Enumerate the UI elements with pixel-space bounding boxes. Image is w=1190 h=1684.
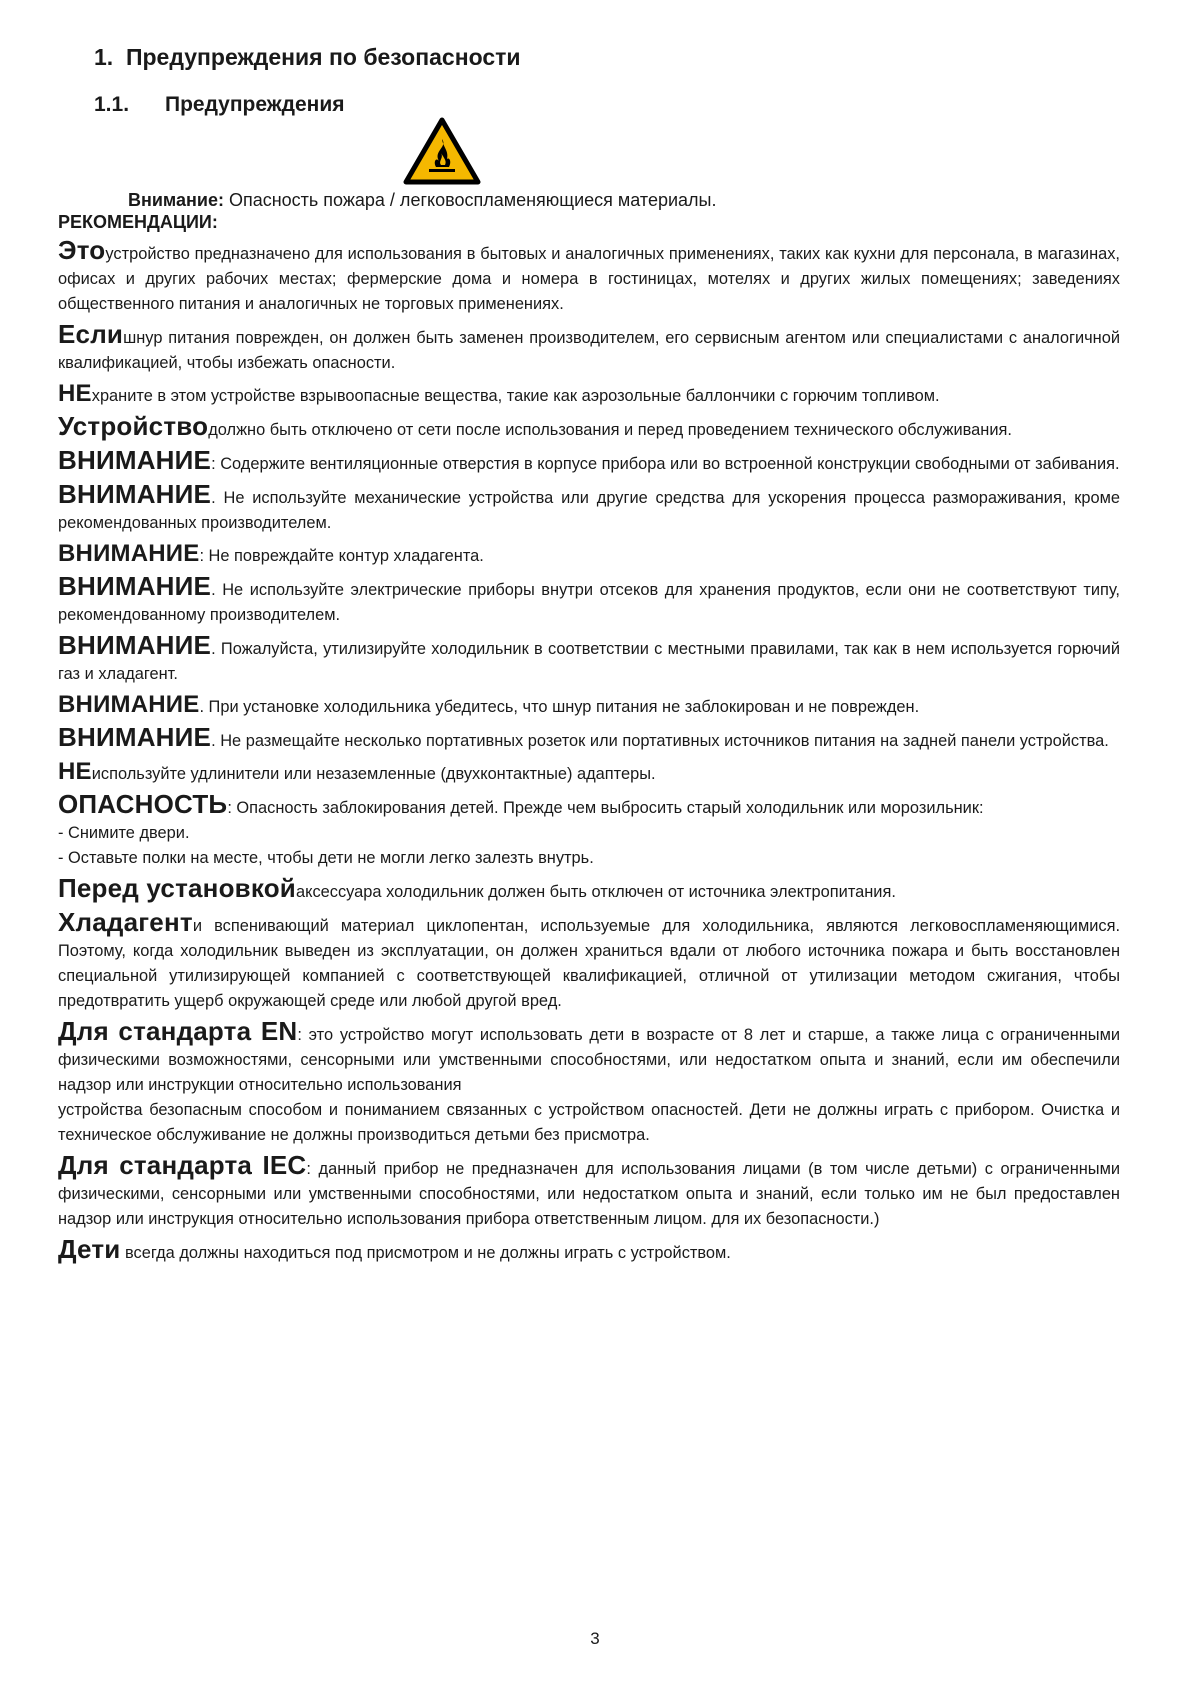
paragraph-lead: НЕ [58,380,92,407]
attention-line [128,190,1120,211]
paragraph-lead: Хладагент [58,907,193,937]
section-number: 1. [94,44,114,70]
recommendations-label: РЕКОМЕНДАЦИИ: [58,212,218,232]
page-content [58,44,1120,1266]
paragraph-lead: ВНИМАНИЕ [58,479,212,509]
paragraph-installation-cord [58,692,1120,720]
recommendations-list [58,235,1120,1266]
paragraph-text: : Не повреждайте контур хладагента. [199,547,484,565]
paragraph-lead: ВНИМАНИЕ [58,540,200,567]
paragraph-lead: Дети [58,1234,121,1264]
paragraph-text: . Пожалуйста, утилизируйте холодильник в соответствии с местными правилами, так как в нем используется горючий газ и хладагент. [58,640,1120,683]
paragraph-text: шнур питания поврежден, он должен быть заменен производителем, его сервисным агентом или специалистами с аналогичной квалификацией, чтобы избежать опасности. [58,329,1120,372]
paragraph-lead: Для стандарта IEC [58,1150,307,1180]
paragraph-text: : это устройство могут использовать дети в возрасте от 8 лет и старше, а также лица с ограниченными физическими возможностями, сенсорными или умственными способностями, или недостатком опыта и знаний, если им обеспечили надзор или инструкции относительно использования [58,1026,1120,1094]
paragraph-defrost [58,479,1120,536]
paragraph-lead: ВНИМАНИЕ [58,630,212,660]
paragraph-danger-children [58,789,1120,821]
paragraph-lead: ОПАСНОСТЬ [58,789,228,819]
section-heading [94,44,1120,71]
paragraph-iec-standard [58,1150,1120,1232]
subsection-number: 1.1. [94,93,130,116]
paragraph-text: . При установке холодильника убедитесь, что шнур питания не заблокирован и не поврежден. [199,698,920,716]
list-item-remove-doors: - Снимите двери. [58,824,190,842]
paragraph-text: : данный прибор не предназначен для использования лицами (в том числе детьми) с ограниченными физическими, сенсорными или умственными способностями, или недостатком опыта и знаний, если только им не был предоставлен надзор или инструкция относительно использования прибора ответственным лицом. для их безопасности.) [58,1160,1120,1228]
paragraph-children [58,1234,1120,1266]
page-number: 3 [590,1629,600,1648]
paragraph-text: . Не размещайте несколько портативных розеток или портативных источников питания на задней панели устройства. [211,732,1109,750]
paragraph-portable-sockets [58,722,1120,754]
paragraph-text: устройство предназначено для использования в бытовых и аналогичных применениях, таких как кухни для персонала, в магазинах, офисах и других рабочих местах; фермерские дома и номера в гостиницах, мотелях и других жилых помещениях; заведениях общественного питания и аналогичных не торговых применениях. [58,245,1120,313]
subsection-heading [94,93,1120,117]
paragraph-unplug [58,411,1120,443]
paragraph-lead: ВНИМАНИЕ [58,722,212,752]
paragraph-lead: Устройство [58,411,209,441]
section-title: Предупреждения по безопасности [125,44,521,70]
paragraph-lead: Это [58,235,106,265]
paragraph-text: . Не используйте электрические приборы внутри отсеков для хранения продуктов, если они не соответствуют типу, рекомендованному производителем. [58,581,1120,624]
paragraph-before-installing [58,873,1120,905]
paragraph-refrigerant [58,907,1120,1014]
paragraph-extension-cords [58,759,1120,787]
paragraph-lead: Перед установкой [58,873,296,903]
list-item-leave-shelves: - Оставьте полки на месте, чтобы дети не могли легко залезть внутрь. [58,849,594,867]
paragraph-text: : Опасность заблокирования детей. Прежде чем выбросить старый холодильник или морозильник: [227,799,984,817]
paragraph-lead: Для стандарта EN [58,1016,298,1046]
paragraph-en-standard-cont: устройства безопасным способом и пониманием связанных с устройством опасностей. Дети не должны играть с прибором. Очистка и техническое обслуживание не должны производиться детьми без присмотра. [58,1101,1120,1144]
paragraph-text: используйте удлинители или незаземленные (двухконтактные) адаптеры. [91,765,656,783]
paragraph-lead: ВНИМАНИЕ [58,571,212,601]
paragraph-ventilation [58,445,1120,477]
paragraph-text: должно быть отключено от сети после использования и перед проведением технического обслуживания. [208,421,1012,439]
paragraph-text: . Не используйте механические устройства или другие средства для ускорения процесса размораживания, кроме рекомендованных производителем. [58,489,1120,532]
flammable-warning-icon [403,117,481,185]
paragraph-en-standard [58,1016,1120,1098]
paragraph-this-device [58,235,1120,317]
paragraph-refrigerant-circuit [58,541,1120,569]
paragraph-lead: Если [58,319,124,349]
paragraph-lead: НЕ [58,758,92,785]
attention-label: Внимание: [128,190,224,210]
paragraph-lead: ВНИМАНИЕ [58,691,200,718]
paragraph-text: и вспенивающий материал циклопентан, используемые для холодильника, являются легковоспламеняющимися. Поэтому, когда холодильник выведен из эксплуатации, он должен храниться вдали от любого источника пожара и быть восстановлен специальной утилизирующей компанией с соответствующей квалификацией, отличной от утилизации методом сжигания, чтобы предотвратить ущерб окружающей среде или любой другой вред. [58,917,1120,1010]
paragraph-text: : Содержите вентиляционные отверстия в корпусе прибора или во встроенной конструкции свободными от забивания. [211,455,1120,473]
paragraph-text: аксессуара холодильник должен быть отключен от источника электропитания. [296,883,896,901]
paragraph-electrical-appliances [58,571,1120,628]
subsection-title: Предупреждения [165,93,345,116]
paragraph-power-cord [58,319,1120,376]
paragraph-no-explosives [58,381,1120,409]
attention-text: Опасность пожара / легковоспламеняющиеся материалы. [223,190,717,210]
paragraph-text: храните в этом устройстве взрывоопасные вещества, такие как аэрозольные баллончики с горючим топливом. [91,387,940,405]
paragraph-disposal [58,630,1120,687]
paragraph-lead: ВНИМАНИЕ [58,445,212,475]
paragraph-text: всегда должны находиться под присмотром и не должны играть с устройством. [120,1244,731,1262]
